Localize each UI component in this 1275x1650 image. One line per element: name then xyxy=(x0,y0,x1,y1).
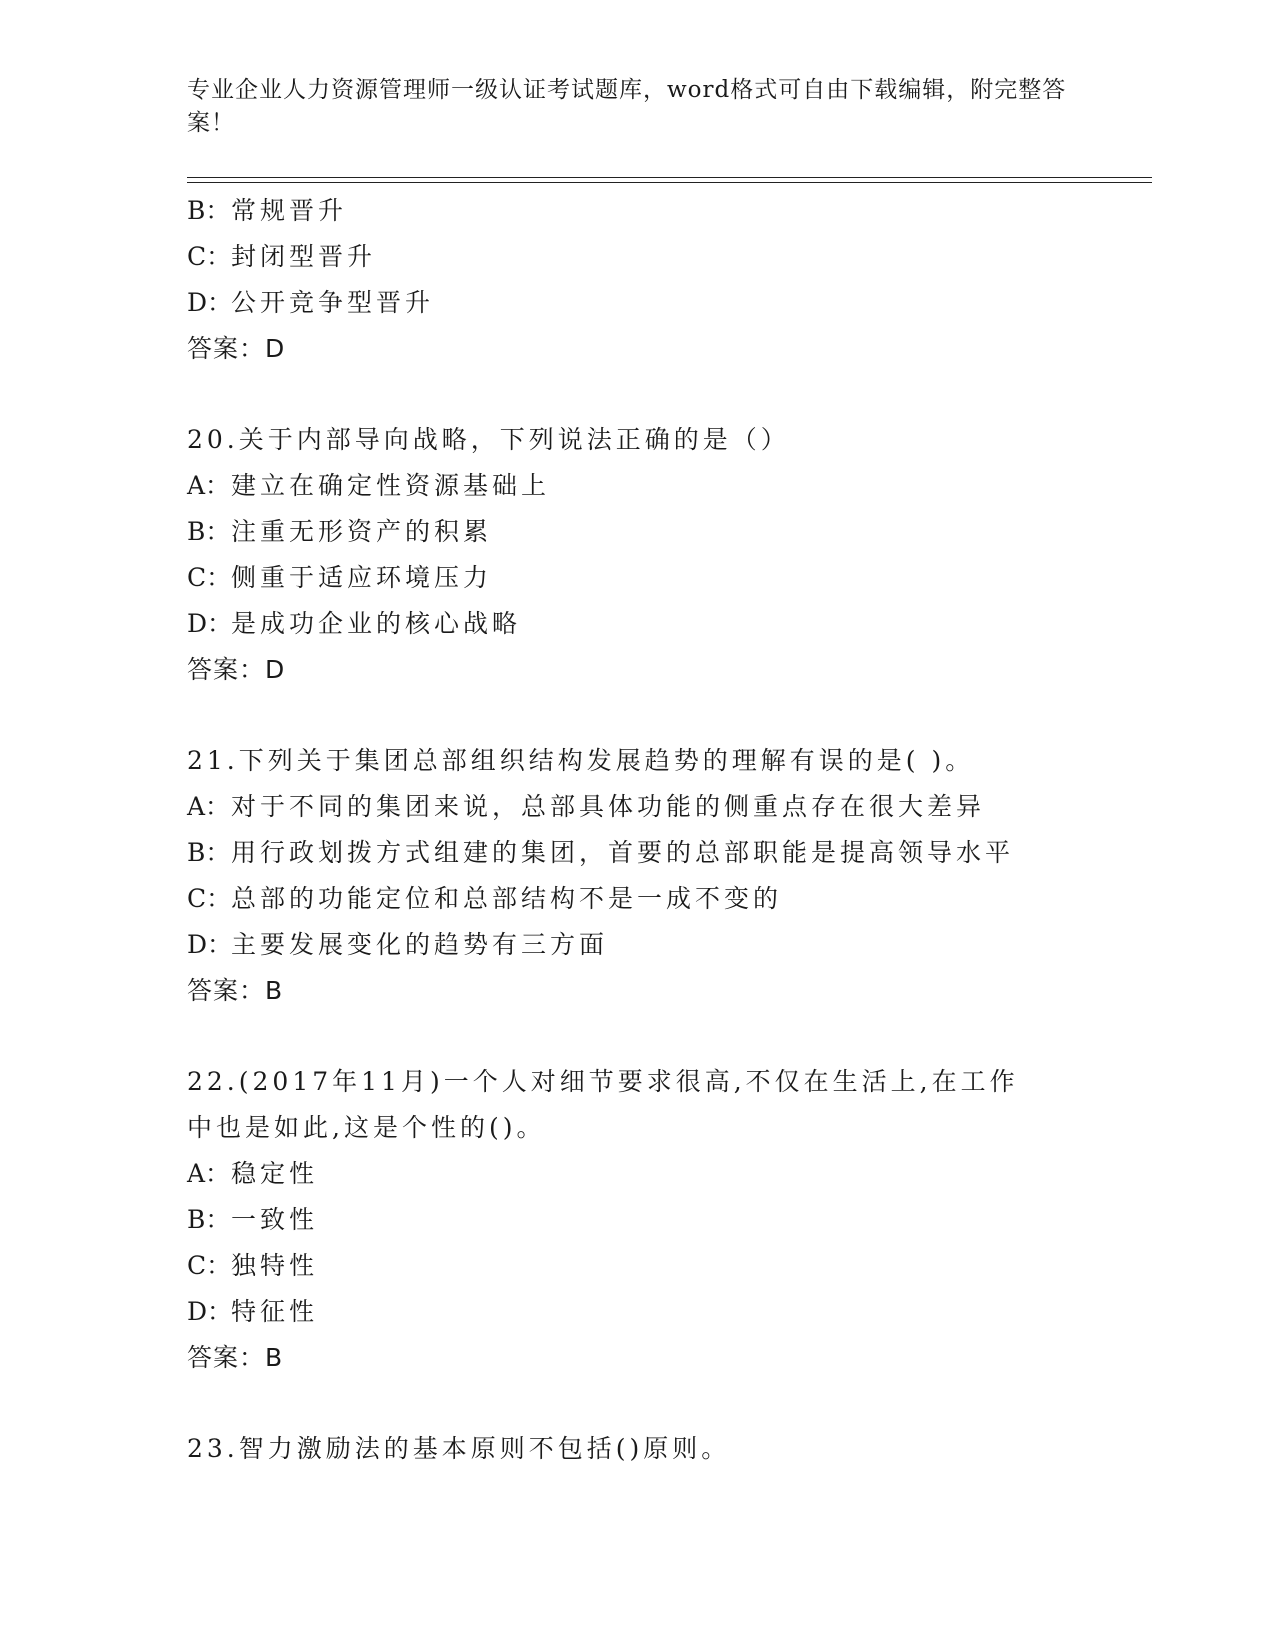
option-c: C：封闭型晋升 xyxy=(187,242,377,271)
answer-line: 答案：B xyxy=(187,976,284,1005)
option-c: C：总部的功能定位和总部结构不是一成不变的 xyxy=(187,884,783,913)
page-header: 专业企业人力资源管理师一级认证考试题库，word格式可自由下载编辑，附完整答案！ xyxy=(187,77,1067,136)
option-a: A：建立在确定性资源基础上 xyxy=(187,471,551,500)
option-b: B：一致性 xyxy=(187,1205,319,1234)
option-d: D：公开竞争型晋升 xyxy=(187,288,435,317)
answer-line: 答案：D xyxy=(187,655,286,684)
option-c: C：独特性 xyxy=(187,1251,319,1280)
option-b: B：用行政划拨方式组建的集团，首要的总部职能是提高领导水平 xyxy=(187,838,1015,867)
answer-line: 答案：D xyxy=(187,334,286,363)
question-title: 20.关于内部导向战略，下列说法正确的是（） xyxy=(187,425,790,454)
header-rule-bottom xyxy=(187,182,1152,183)
option-b: B：常规晋升 xyxy=(187,196,348,225)
option-d: D：特征性 xyxy=(187,1297,319,1326)
question-title: 23.智力激励法的基本原则不包括()原则。 xyxy=(187,1434,731,1463)
option-c: C：侧重于适应环境压力 xyxy=(187,563,493,592)
option-d: D：是成功企业的核心战略 xyxy=(187,609,522,638)
option-d: D：主要发展变化的趋势有三方面 xyxy=(187,930,609,959)
question-list xyxy=(187,188,1087,1472)
header-rule-top xyxy=(187,177,1152,178)
option-a: A：稳定性 xyxy=(187,1159,319,1188)
option-b: B：注重无形资产的积累 xyxy=(187,517,493,546)
answer-line: 答案：B xyxy=(187,1343,284,1372)
question-title: 22.(2017年11月)一个人对细节要求很高,不仅在生活上,在工作中也是如此,这是个性的()。 xyxy=(187,1067,1019,1142)
option-a: A：对于不同的集团来说，总部具体功能的侧重点存在很大差异 xyxy=(187,792,986,821)
question-title: 21.下列关于集团总部组织结构发展趋势的理解有误的是( )。 xyxy=(187,746,975,775)
